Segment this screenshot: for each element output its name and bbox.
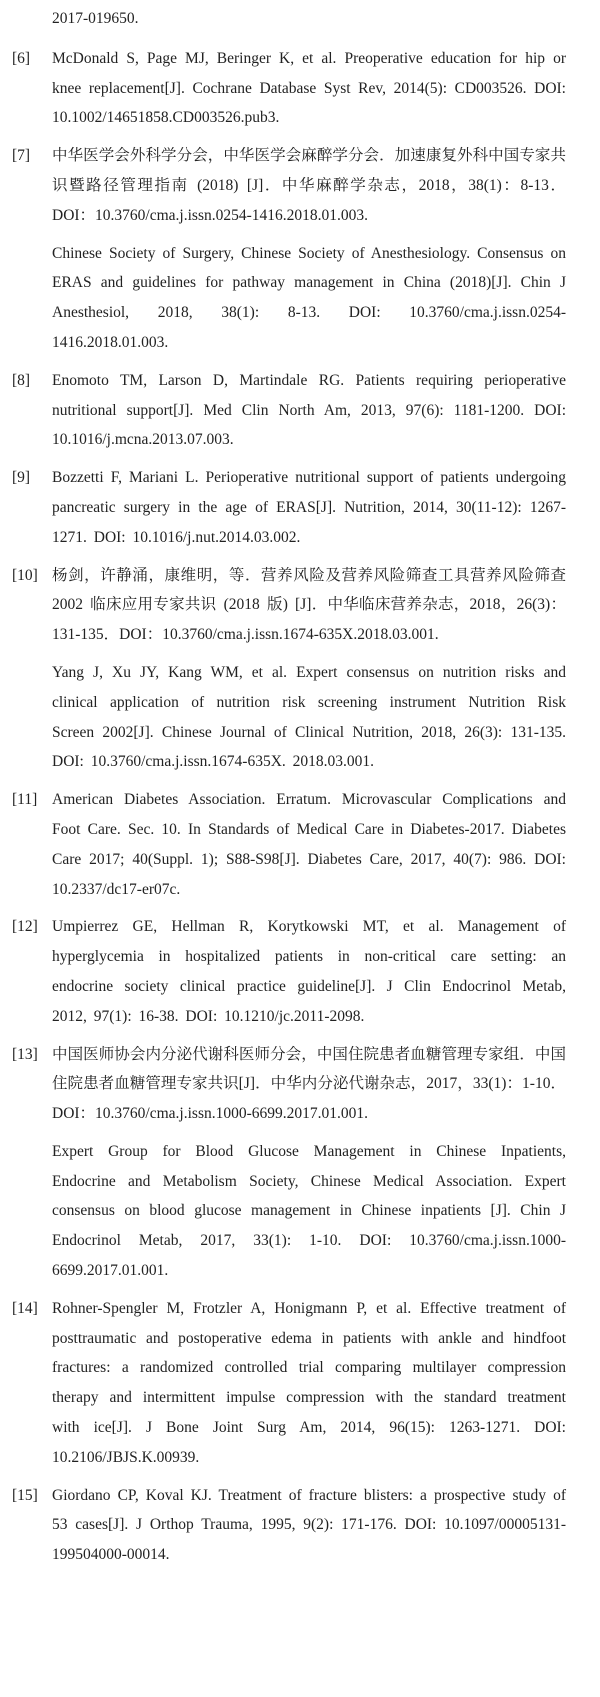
reference-paragraph-chinese: 杨剑，许静涌，康维明，等．营养风险及营养风险筛查工具营养风险筛查 2002 临床应用专家共识 (2018 版) [J]．中华临床营养杂志，2018，26(3)：131-135．DOI：10.3760/cma.j.issn.1674-635X.2018.03.001. — [52, 566, 566, 644]
reference-paragraph: McDonald S, Page MJ, Beringer K, et al. Preoperative education for hip or knee replacement[J]. Cochrane Database Syst Rev, 2014(5): CD003526. DOI: 10.1002/14651858.CD003526.pub3. — [52, 49, 566, 127]
reference-text — [52, 912, 566, 1031]
reference-entry — [12, 912, 566, 1031]
reference-entry — [12, 463, 566, 552]
reference-number: [13] — [12, 1045, 38, 1063]
reference-paragraph: Giordano CP, Koval KJ. Treatment of fracture blisters: a prospective study of 53 cases[J]. J Orthop Trauma, 1995, 9(2): 171-176. DOI: 10.1097/00005131-199504000-00014. — [52, 1486, 566, 1564]
reference-paragraph-english: Yang J, Xu JY, Kang WM, et al. Expert consensus on nutrition risks and clinical application of nutrition risk screening instrument Nutrition Risk Screen 2002[J]. Chinese Journal of Clinical Nutrition, 2018, 26(3): 131-135. DOI: 10.3760/cma.j.issn.1674-635X. 2018.03.001. — [52, 663, 566, 771]
reference-entry — [12, 561, 566, 778]
reference-entry — [12, 1040, 566, 1286]
reference-entry — [12, 366, 566, 455]
reference-entry — [12, 1294, 566, 1473]
reference-text — [52, 44, 566, 133]
reference-text — [52, 141, 566, 358]
reference-entry — [12, 141, 566, 358]
reference-number: [12] — [12, 918, 38, 936]
reference-number: [15] — [12, 1486, 38, 1504]
reference-text — [52, 561, 566, 778]
reference-entry — [12, 785, 566, 904]
reference-text — [52, 1294, 566, 1473]
reference-paragraph: American Diabetes Association. Erratum. Microvascular Complications and Foot Care. Sec. 10. In Standards of Medical Care in Diabetes-2017. Diabetes Care 2017; 40(Suppl. 1); S88-S98[J]. Diabetes Care, 2017, 40(7): 986. DOI: 10.2337/dc17-er07c. — [52, 791, 566, 898]
reference-number: [9] — [12, 469, 31, 487]
reference-paragraph-chinese: 中国医师协会内分泌代谢科医师分会，中国住院患者血糖管理专家组．中国住院患者血糖管理专家共识[J]．中华内分泌代谢杂志，2017，33(1)：1-10．DOI：10.3760/cma.j.issn.1000-6699.2017.01.001. — [52, 1045, 566, 1123]
reference-entry — [12, 1481, 566, 1570]
reference-paragraph-english: Expert Group for Blood Glucose Management in Chinese Inpatients, Endocrine and Metabolism Society, Chinese Medical Association. Expert consensus on blood glucose management in Chinese inpatients [J]. Chin J Endocrinol Metab, 2017, 33(1): 1-10. DOI: 10.3760/cma.j.issn.1000-6699.2017.01.001. — [52, 1142, 566, 1280]
reference-number: [11] — [12, 791, 38, 809]
reference-number: [14] — [12, 1299, 38, 1317]
reference-text — [52, 1040, 566, 1286]
reference-paragraph-english: Chinese Society of Surgery, Chinese Society of Anesthesiology. Consensus on ERAS and guidelines for pathway management in China (2018)[J]. Chin J Anesthesiol, 2018, 38(1): 8-13. DOI: 10.3760/cma.j.issn.0254-1416.2018.01.003. — [52, 244, 566, 351]
reference-paragraph: Umpierrez GE, Hellman R, Korytkowski MT, et al. Management of hyperglycemia in hospitalized patients in non-critical care setting: an endocrine society clinical practice guideline[J]. J Clin Endocrinol Metab, 2012, 97(1): 16-38. DOI: 10.1210/jc.2011-2098. — [52, 918, 566, 1025]
reference-number: [6] — [12, 49, 31, 67]
reference-number: [7] — [12, 147, 31, 165]
reference-paragraph-chinese: 中华医学会外科学分会，中华医学会麻醉学分会．加速康复外科中国专家共识暨路径管理指南 (2018) [J]．中华麻醉学杂志，2018，38(1)：8-13．DOI：10.3760/cma.j.issn.0254-1416.2018.01.003. — [52, 147, 566, 224]
reference-text — [52, 366, 566, 455]
reference-continuation: 2017-019650. — [52, 10, 139, 27]
reference-text — [52, 463, 566, 552]
reference-text — [52, 785, 566, 904]
reference-number: [8] — [12, 371, 31, 389]
reference-paragraph: Rohner-Spengler M, Frotzler A, Honigmann P, et al. Effective treatment of posttraumatic and postoperative edema in patients with ankle and hindfoot fractures: a randomized controlled trial comparing multilayer compression therapy and intermittent impulse compression with the standard treatment with ice[J]. J Bone Joint Surg Am, 2014, 96(15): 1263-1271. DOI: 10.2106/JBJS.K.00939. — [52, 1299, 566, 1466]
reference-text — [52, 1481, 566, 1570]
reference-entry — [12, 44, 566, 133]
reference-paragraph: Bozzetti F, Mariani L. Perioperative nutritional support of patients undergoing pancreatic surgery in the age of ERAS[J]. Nutrition, 2014, 30(11-12): 1267-1271. DOI: 10.1016/j.nut.2014.03.002. — [52, 469, 566, 546]
reference-paragraph: Enomoto TM, Larson D, Martindale RG. Patients requiring perioperative nutritional support[J]. Med Clin North Am, 2013, 97(6): 1181-1200. DOI: 10.1016/j.mcna.2013.07.003. — [52, 371, 566, 449]
reference-number: [10] — [12, 566, 38, 584]
